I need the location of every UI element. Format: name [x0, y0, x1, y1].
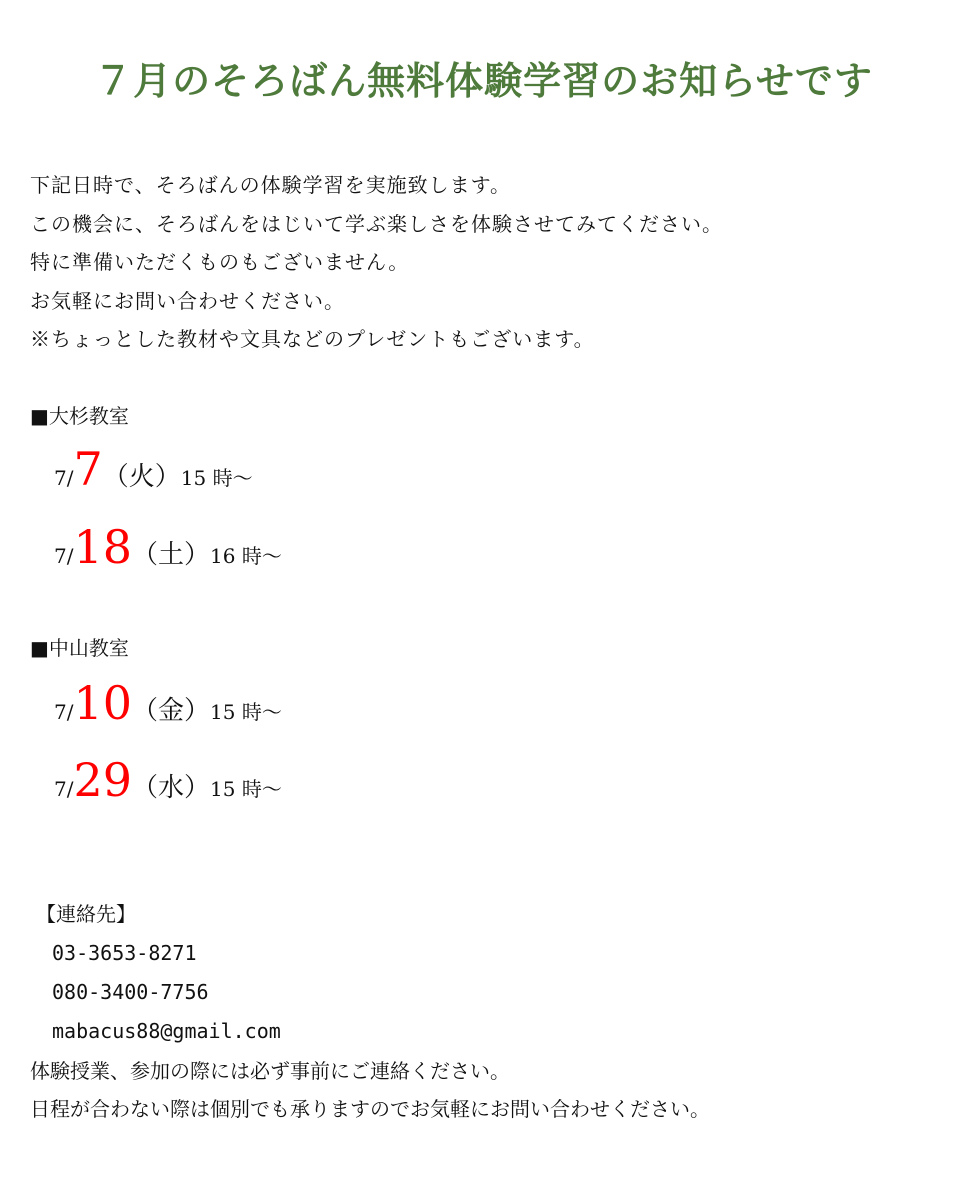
schedule-time: 15 時～: [210, 700, 282, 724]
schedule-weekday: （金）: [132, 696, 211, 726]
contact-heading: 【連絡先】: [36, 902, 136, 926]
schedule-weekday: （土）: [132, 540, 211, 570]
schedule-time: 15 時～: [210, 777, 282, 801]
note-line: 日程が合わない際は個別でも承りますのでお気軽にお問い合わせください。: [30, 1097, 710, 1121]
contact-mobile: 080-3400-7756: [52, 980, 209, 1004]
contact-phone: 03-3653-8271: [52, 941, 197, 965]
intro-line: お気軽にお問い合わせください。: [30, 288, 345, 313]
schedule-month: 7/: [54, 700, 74, 724]
schedule-weekday: （水）: [132, 773, 211, 803]
classroom-heading-osugi: ■大杉教室: [30, 404, 129, 428]
schedule-entry: [54, 753, 282, 807]
contact-email[interactable]: mabacus88@gmail.com: [52, 1019, 281, 1043]
schedule-day: 7: [73, 442, 103, 496]
schedule-entry: [54, 442, 253, 496]
intro-line: 特に準備いただくものもございません。: [30, 250, 410, 274]
notes: [30, 1052, 710, 1128]
intro-line: 下記日時で、そろばんの体験学習を実施致します。: [30, 173, 511, 197]
schedule-time: 15 時～: [180, 466, 253, 490]
schedule-time: 16 時～: [210, 544, 282, 568]
schedule-entry: [54, 520, 282, 574]
schedule-month: 7/: [54, 544, 74, 568]
intro-text: [30, 166, 723, 359]
schedule-day: 29: [73, 753, 133, 807]
schedule-entry: [54, 676, 282, 730]
schedule-month: 7/: [54, 466, 74, 490]
schedule-day: 18: [73, 520, 133, 574]
schedule-month: 7/: [54, 777, 74, 801]
classroom-heading-nakayama: ■中山教室: [30, 636, 129, 660]
schedule-weekday: （火）: [102, 462, 181, 492]
intro-line: この機会に、そろばんをはじいて学ぶ楽しさを体験させてみてください。: [30, 211, 723, 236]
note-line: 体験授業、参加の際には必ず事前にご連絡ください。: [30, 1059, 510, 1083]
intro-line: ※ちょっとした教材や文具などのプレゼントもございます。: [30, 327, 595, 351]
page-title: ７月のそろばん無料体験学習のお知らせです: [94, 58, 873, 103]
schedule-day: 10: [73, 676, 133, 730]
